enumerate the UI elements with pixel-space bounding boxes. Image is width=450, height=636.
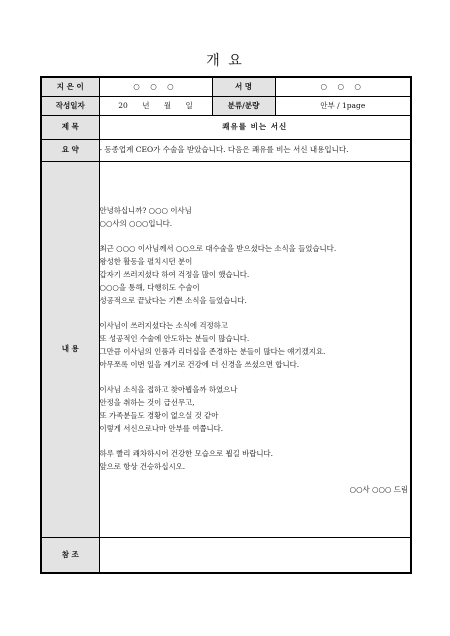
author-label: 지 은 이: [41, 77, 99, 96]
letter-line: 이사님이 쓰러지셨다는 소식에 걱정하고: [99, 320, 228, 330]
letter-line: 하루 빨리 쾌차하시어 건강한 모습으로 뵙길 바랍니다.: [99, 448, 274, 458]
letter-body[interactable]: [99, 161, 411, 537]
letter-paragraph: [100, 383, 411, 435]
date-value[interactable]: 20 년 월 일: [99, 96, 212, 115]
letter-paragraph: [100, 242, 411, 307]
author-value[interactable]: ○ ○ ○: [99, 77, 212, 96]
letter-line: 앞으로 항상 건승하십시오.: [99, 461, 186, 471]
letter-line: 이사님 소식을 접하고 찾아뵙을까 하였으나: [99, 384, 238, 394]
signature-value[interactable]: ○ ○ ○: [275, 77, 411, 96]
subject-label: 제 목: [41, 115, 99, 139]
summary-label: 요 약: [41, 139, 99, 161]
letter-paragraphs: [100, 204, 411, 473]
letter-paragraph: [100, 447, 411, 473]
letter-line: 최근 ○○○ 이사님께서 ○○으로 대수술을 받으셨다는 소식을 들었습니다.: [99, 243, 337, 253]
category-label: 분류/분량: [212, 96, 275, 115]
reference-label: 참 조: [41, 537, 99, 573]
subject-value[interactable]: 쾌유를 비는 서신: [99, 115, 411, 139]
reference-value[interactable]: [99, 537, 411, 573]
letter-line: 왕성한 활동을 펼치시던 분이: [99, 256, 193, 266]
letter-paragraph: [100, 319, 411, 371]
letter-line: 또 가족분들도 경황이 없으실 것 같아: [99, 410, 219, 420]
category-value[interactable]: 안부 / 1page: [275, 96, 411, 115]
letter-paragraph: [100, 204, 411, 230]
letter-line: 아무쪼록 이번 일을 계기로 건강에 더 신경을 쓰셨으면 합니다.: [99, 359, 300, 369]
page-title: 개 요: [206, 53, 244, 69]
letter-line: 안녕하십니까? ○○○ 이사님: [99, 205, 192, 215]
letter-line: 그만큼 이사님의 인품과 리더십을 존경하는 분들이 많다는 얘기겠지요.: [99, 346, 326, 356]
letter-line: 안정을 취하는 것이 급선무고,: [99, 397, 195, 407]
document-form: [40, 76, 412, 574]
letter-line: 갑자기 쓰러지셨다 하여 걱정을 많이 했습니다.: [99, 269, 250, 279]
signature-label: 서 명: [212, 77, 275, 96]
letter-line: 이렇게 서신으로나마 안부를 여쭙니다.: [99, 423, 224, 433]
letter-line: 또 성공적인 수술에 안도하는 분들이 많습니다.: [99, 333, 250, 343]
letter-signature: ○○사 ○○○ 드림: [349, 484, 408, 494]
content-label: 내 용: [41, 161, 99, 537]
summary-value[interactable]: - 동종업계 CEO가 수술을 받았습니다. 다음은 쾌유를 비는 서신 내용입니다.: [99, 139, 411, 161]
letter-line: 성공적으로 끝났다는 기쁜 소식을 들었습니다.: [99, 295, 247, 305]
letter-line: ○○사의 ○○○입니다.: [99, 218, 173, 228]
date-label: 작성일자: [41, 96, 99, 115]
letter-line: ○○○을 통해, 다행히도 수술이: [99, 282, 200, 292]
